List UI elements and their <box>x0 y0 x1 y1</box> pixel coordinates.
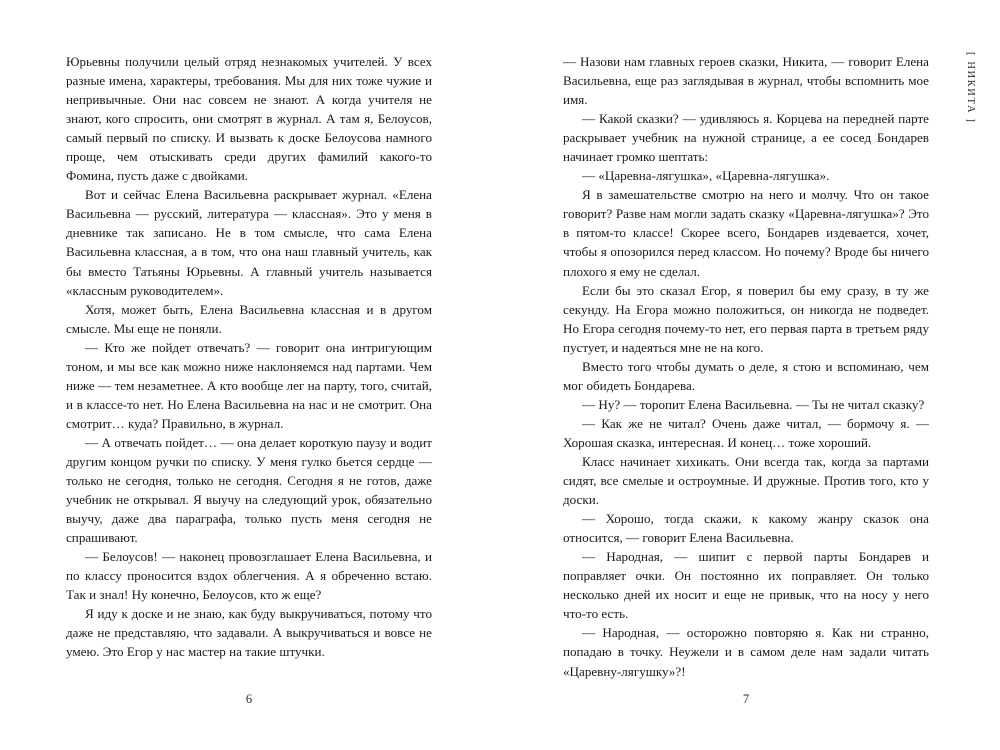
text-column-left <box>66 52 432 662</box>
paragraph: — Какой сказки? — удивляюсь я. Корцева на передней парте раскрывает учебник на нужной странице, а ее сосед Бондарев начинает громко шептать: <box>563 111 929 165</box>
paragraph: — Назови нам главных героев сказки, Никита, — говорит Елена Васильевна, еще раз заглядывая в журнал, чтобы вспомнить мое имя. <box>563 54 929 108</box>
paragraph: Я в замешательстве смотрю на него и молчу. Что он такое говорит? Разве нам могли задать сказку «Царевна-лягушка»? Это в пятом-то классе! Скорее всего, Бондарев издевается, хочет, чтобы я опозорился перед классом. Но почему? Вроде бы ничего плохого я ему не сделал. <box>563 187 929 279</box>
text-column-right <box>563 52 929 681</box>
paragraph: — Белоусов! — наконец провозглашает Елена Васильевна, и по классу проносится вздох облегчения. А я обреченно встаю. Так и знал! Ну конечно, Белоусов, кто ж еще? <box>66 549 432 603</box>
paragraph: Хотя, может быть, Елена Васильевна классная и в другом смысле. Мы еще не поняли. <box>66 301 432 336</box>
paragraph: — А отвечать пойдет… — она делает короткую паузу и водит другим концом ручки по списку. У меня гулко бьется сердце — только не сегодня, только не сегодня. Сегодня я не готов, даже учебник не открывал. Я выучу на следующий урок, обязательно выучу, даже два параграфа, только пусть меня сегодня не спрашивают. <box>66 434 432 546</box>
paragraph: Юрьевны получили целый отряд незнакомых учителей. У всех разные имена, характеры, требования. Мы для них тоже чужие и непривычные. Они нас совсем не знают. А когда учителя не знают, кого спросить, они смотрят в журнал. А там я, Белоусов, самый первый по списку. И вызвать к доске Белоусова намного проще, чем отыскивать среди других фамилий какого-то Фомина, пусть даже с двойками. <box>66 54 432 184</box>
paragraph: — Как же не читал? Очень даже читал, — бормочу я. — Хорошая сказка, интересная. И конец… тоже хороший. <box>563 415 929 450</box>
paragraph: — Кто же пойдет отвечать? — говорит она интригующим тоном, и мы все как можно ниже наклоняемся над партами. Чем ниже — тем незаметнее. А кто вообще лег на парту, того, считай, и в классе-то нет. Но Елена Васильевна на нас и не смотрит. Она смотрит… куда? Правильно, в журнал. <box>66 339 432 431</box>
running-head: [ НИКИТА ] <box>965 52 976 124</box>
paragraph: — Ну? — торопит Елена Васильевна. — Ты не читал сказку? <box>582 396 925 412</box>
paragraph: Вот и сейчас Елена Васильевна раскрывает журнал. «Елена Васильевна — русский, литература — классная». Это у меня в дневнике так записано. Не в том смысле, что сама Елена Васильевна классная, а в том, что она наш главный учитель, как бы вместо Татьяны Юрьевны. А главный учитель называется «классным руководителем». <box>66 187 432 298</box>
page-right <box>500 0 1000 750</box>
paragraph: Я иду к доске и не знаю, как буду выкручиваться, потому что даже не представляю, что задавали. А выкручиваться и вовсе не умею. Это Егор у нас мастер на такие штучки. <box>66 606 432 660</box>
page-number-right: 7 <box>742 692 750 706</box>
paragraph: Если бы это сказал Егор, я поверил бы ему сразу, в ту же секунду. На Егора можно положиться, он никогда не подведет. Но Егора сегодня почему-то нет, его первая парта в третьем ряду пустует, и надеяться мне не на кого. <box>563 282 929 355</box>
paragraph: — Хорошо, тогда скажи, к какому жанру сказок она относится, — говорит Елена Васильевна. <box>563 511 929 546</box>
paragraph: Вместо того чтобы думать о деле, я стою и вспоминаю, чем мог обидеть Бондарева. <box>563 358 929 393</box>
paragraph: — Народная, — шипит с первой парты Бондарев и поправляет очки. Он постоянно их поправляет. Он только несколько дней их носит и еще не привык, что на носу у него что-то есть. <box>563 549 929 622</box>
paragraph: — «Царевна-лягушка», «Царевна-лягушка». <box>582 168 830 184</box>
paragraph: — Народная, — осторожно повторяю я. Как ни странно, попадаю в точку. Неужели и в самом деле нам задали читать «Царевну-лягушку»?! <box>563 625 929 679</box>
paragraph: Класс начинает хихикать. Они всегда так, когда за партами сидят, все смелые и остроумные. И дружные. Против того, кто у доски. <box>563 453 929 508</box>
page-number-left: 6 <box>245 692 253 706</box>
